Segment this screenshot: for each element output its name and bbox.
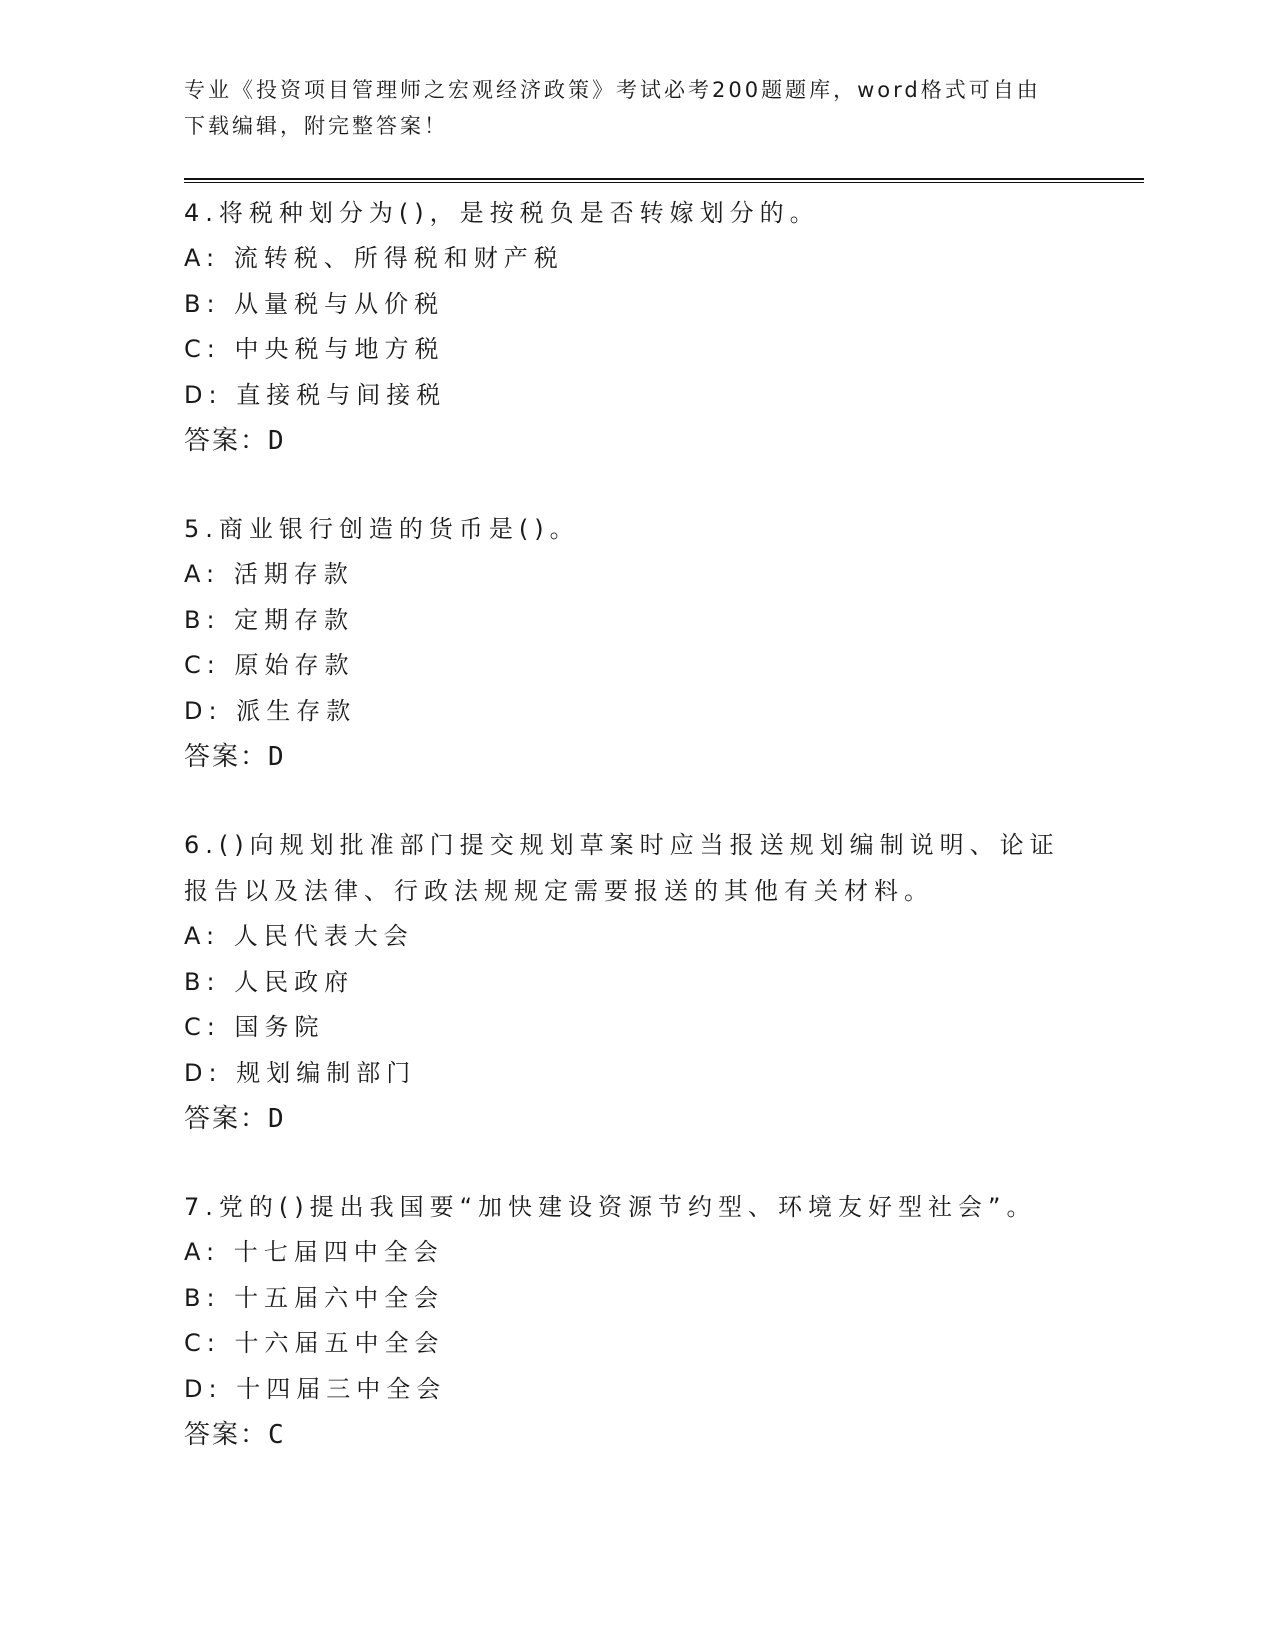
option-b: B: 从量税与从价税 xyxy=(184,289,445,318)
answer-value: D xyxy=(268,742,286,772)
header-line-1: 专业《投资项目管理师之宏观经济政策》考试必考200题题库，word格式可自由 xyxy=(184,78,1041,102)
option-d: D: 派生存款 xyxy=(184,696,357,725)
answer-label: 答案： xyxy=(184,742,269,772)
question-5 xyxy=(184,506,1084,780)
answer-label: 答案： xyxy=(184,426,269,456)
answer-label: 答案： xyxy=(184,1420,269,1450)
question-7 xyxy=(184,1184,1084,1458)
answer-value: D xyxy=(268,426,286,456)
header-line-2: 下载编辑，附完整答案！ xyxy=(184,114,448,138)
option-b: B: 十五届六中全会 xyxy=(184,1283,445,1312)
question-6 xyxy=(184,822,1084,1142)
option-b: B: 定期存款 xyxy=(184,605,355,634)
option-a: A: 流转税、所得税和财产税 xyxy=(184,244,564,272)
option-d: D: 十四届三中全会 xyxy=(184,1374,447,1403)
document-header xyxy=(184,72,1064,144)
question-stem: 5.商业银行创造的货币是()。 xyxy=(184,515,580,543)
answer-line xyxy=(184,1412,1084,1458)
question-list xyxy=(184,190,1084,1500)
answer-label: 答案： xyxy=(184,1104,269,1134)
option-c: C: 十六届五中全会 xyxy=(184,1329,445,1357)
answer-line xyxy=(184,734,1084,780)
answer-line xyxy=(184,418,1084,464)
option-c: C: 中央税与地方税 xyxy=(184,335,445,363)
question-stem: 4.将税种划分为()，是按税负是否转嫁划分的。 xyxy=(184,199,820,227)
option-a: A: 活期存款 xyxy=(184,560,354,588)
option-d: D: 规划编制部门 xyxy=(184,1058,417,1087)
option-d: D: 直接税与间接税 xyxy=(184,380,447,409)
header-divider xyxy=(184,178,1144,183)
option-b: B: 人民政府 xyxy=(184,967,355,996)
question-stem: 6.()向规划批准部门提交规划草案时应当报送规划编制说明、论证报告以及法律、行政法规规定需要报送的其他有关材料。 xyxy=(184,831,1060,905)
option-c: C: 国务院 xyxy=(184,1013,325,1041)
answer-line xyxy=(184,1096,1084,1142)
answer-value: D xyxy=(268,1104,286,1134)
option-a: A: 十七届四中全会 xyxy=(184,1238,444,1266)
option-a: A: 人民代表大会 xyxy=(184,922,414,950)
question-4 xyxy=(184,190,1084,464)
option-c: C: 原始存款 xyxy=(184,651,355,679)
answer-value: C xyxy=(268,1420,286,1450)
question-stem: 7.党的()提出我国要“加快建设资源节约型、环境友好型社会”。 xyxy=(184,1193,1037,1221)
